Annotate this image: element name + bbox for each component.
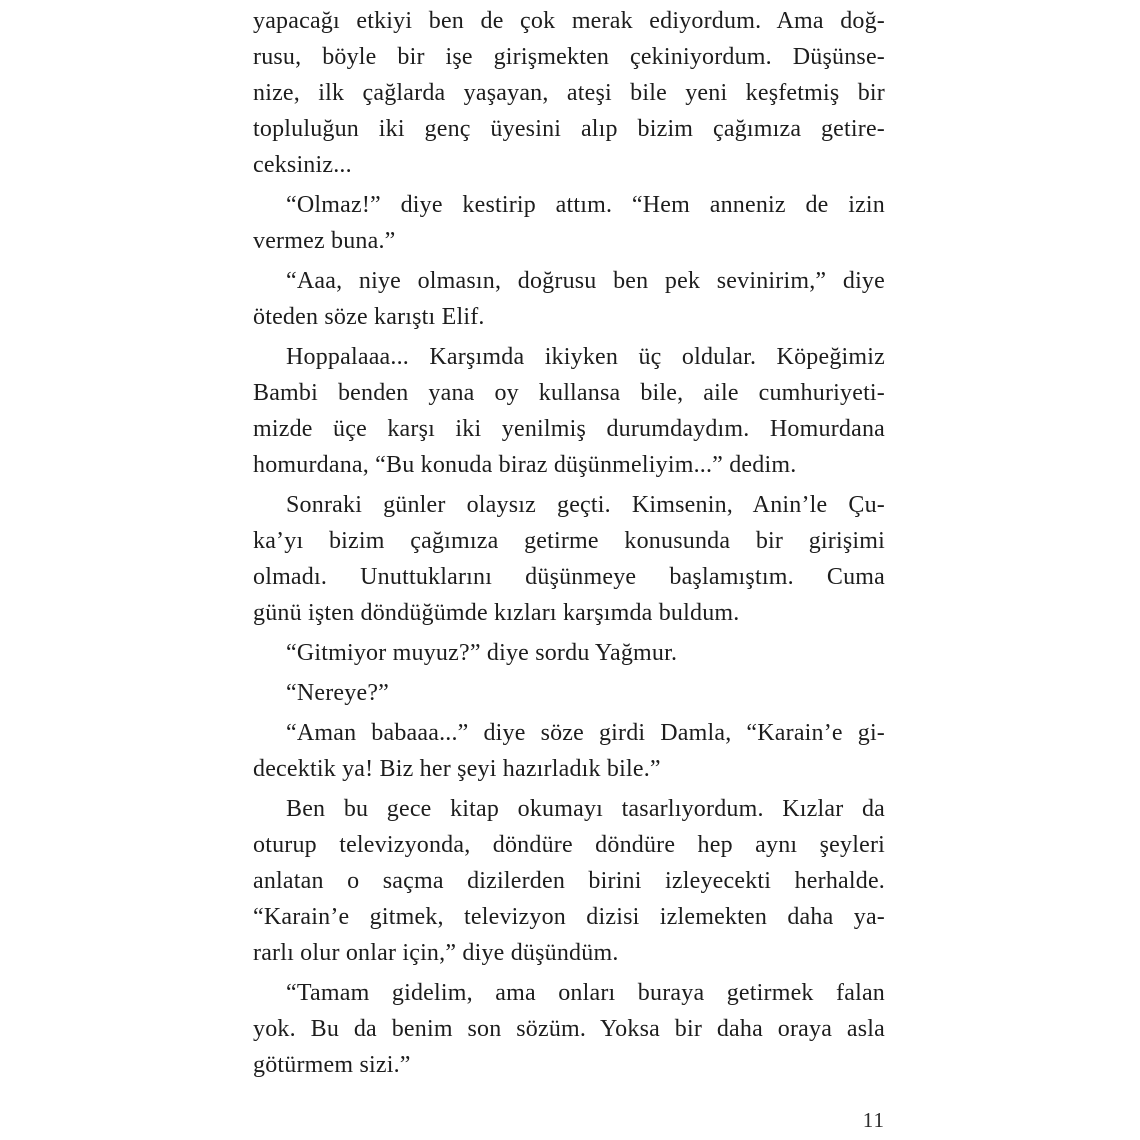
- text-line: ka’yı bizim çağımıza getirme konusunda bir girişimi: [253, 528, 885, 554]
- page-number: 11: [862, 1108, 885, 1132]
- text-line: götürmem sizi.”: [253, 1052, 411, 1078]
- text-line: “Gitmiyor muyuz?” diye sordu Yağmur.: [286, 640, 678, 666]
- text-line: “Karain’e gitmek, televizyon dizisi izlemekten daha ya-: [253, 904, 885, 930]
- text-line: rarlı olur onlar için,” diye düşündüm.: [253, 940, 619, 966]
- text-line: günü işten döndüğümde kızları karşımda buldum.: [253, 600, 740, 626]
- text-line: Ben bu gece kitap okumayı tasarlıyordum. Kızlar da: [286, 796, 885, 822]
- text-line: homurdana, “Bu konuda biraz düşünmeliyim...” dedim.: [253, 452, 797, 478]
- text-line: Bambi benden yana oy kullansa bile, aile cumhuriyeti-: [253, 380, 885, 406]
- page-text: [253, 3, 885, 1083]
- text-line: yok. Bu da benim son sözüm. Yoksa bir daha oraya asla: [253, 1016, 885, 1042]
- text-line: “Tamam gidelim, ama onları buraya getirmek falan: [286, 980, 885, 1006]
- text-line: olmadı. Unuttuklarını düşünmeye başlamıştım. Cuma: [253, 564, 885, 590]
- text-line: yapacağı etkiyi ben de çok merak ediyordum. Ama doğ-: [253, 8, 885, 34]
- text-line: vermez buna.”: [253, 228, 396, 254]
- text-line: Hoppalaaa... Karşımda ikiyken üç oldular. Köpeğimiz: [286, 344, 885, 370]
- text-line: rusu, böyle bir işe girişmekten çekiniyordum. Düşünse-: [253, 44, 885, 70]
- text-line: ceksiniz...: [253, 152, 352, 178]
- text-line: Sonraki günler olaysız geçti. Kimsenin, Anin’le Çu-: [286, 492, 885, 518]
- text-line: topluluğun iki genç üyesini alıp bizim çağımıza getire-: [253, 116, 885, 142]
- text-line: nize, ilk çağlarda yaşayan, ateşi bile yeni keşfetmiş bir: [253, 80, 885, 106]
- text-line: anlatan o saçma dizilerden birini izleyecekti herhalde.: [253, 868, 885, 894]
- text-line: “Olmaz!” diye kestirip attım. “Hem anneniz de izin: [286, 192, 885, 218]
- text-line: decektik ya! Biz her şeyi hazırladık bile.”: [253, 756, 661, 782]
- text-line: “Aman babaaa...” diye söze girdi Damla, “Karain’e gi-: [286, 720, 885, 746]
- text-line: oturup televizyonda, döndüre döndüre hep aynı şeyleri: [253, 832, 885, 858]
- text-line: “Nereye?”: [286, 680, 390, 706]
- text-line: mizde üçe karşı iki yenilmiş durumdaydım. Homurdana: [253, 416, 885, 442]
- text-line: “Aaa, niye olmasın, doğrusu ben pek sevinirim,” diye: [286, 268, 885, 294]
- text-line: öteden söze karıştı Elif.: [253, 304, 485, 330]
